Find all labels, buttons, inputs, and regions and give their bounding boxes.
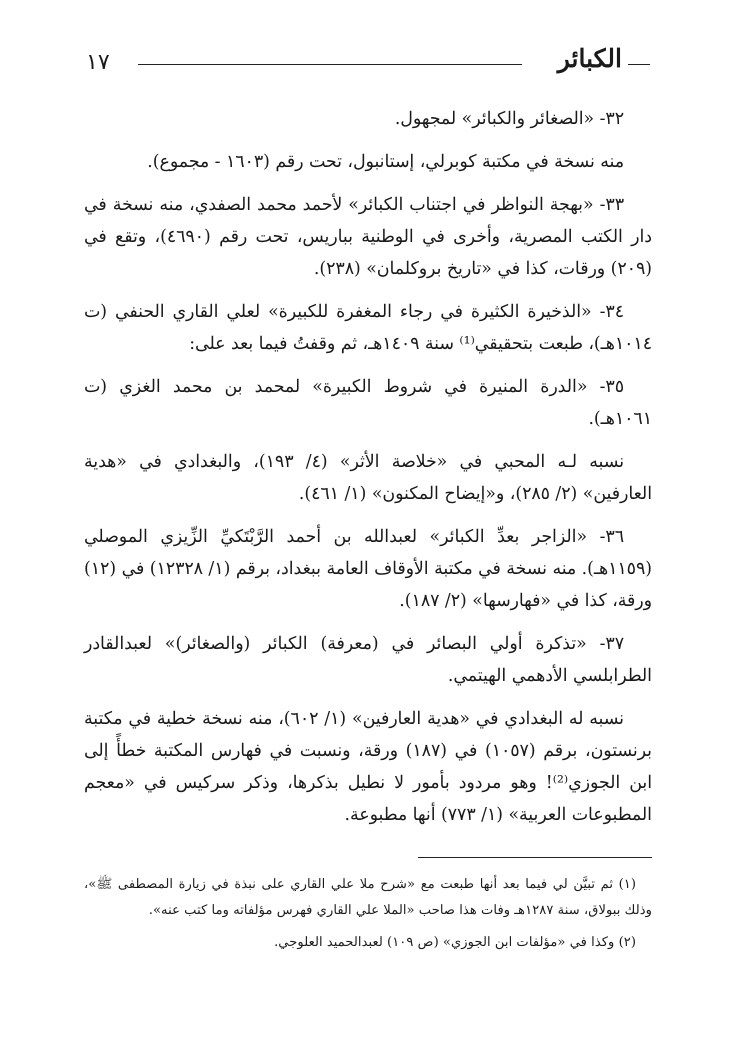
paragraph-32-note: منه نسخة في مكتبة كوبرلي، إستانبول، تحت رقم (١٦٠٣ - مجموع).: [147, 152, 624, 172]
paragraph-34: ٣٤- «الذخيرة الكثيرة في رجاء المغفرة للكبيرة» لعلي القاري الحنفي (ت ١٠١٤هـ)، طبعت بتحقيقي⁽¹⁾ سنة ١٤٠٩هـ، ثم وقفتُ فيما بعد على:: [84, 302, 652, 354]
header-rule: [138, 64, 522, 65]
paragraph-35-note: نسبه لـه المحبي في «خلاصة الأثر» (٤/ ١٩٣)، والبغدادي في «هدية العارفين» (٢/ ٢٨٥)، و«إيضاح المكنون» (١/ ٤٦١).: [84, 452, 652, 504]
footnote-1: (١) ثم تبيَّن لي فيما بعد أنها طبعت مع «شرح ملا علي القاري على نبذة في زيارة المصطفى ﷺ»، وذلك ببولاق، سنة ١٢٨٧هـ وفات هذا صاحب «الملا علي القاري فهرس مؤلفاته وما كتب عنه».: [84, 877, 652, 918]
header-rule-short: [628, 64, 650, 65]
paragraph-37-note: نسبه له البغدادي في «هدية العارفين» (١/ ٦٠٢)، منه نسخة خطية في مكتبة برنستون، برقم (١٠٥٧) في (١٨٧) ورقة، ونسبت في فهارس المكتبة خطأً إلى ابن الجوزي⁽²⁾! وهو مردود بأمور لا نطيل بذكرها، وذكر سركيس في «معجم المطبوعات العربية» (١/ ٧٧٣) أنها مطبوعة.: [84, 709, 652, 825]
body-text: [84, 103, 652, 842]
footnote-rule: [418, 857, 652, 858]
footnotes: [84, 872, 652, 962]
paragraph-33: ٣٣- «بهجة النواظر في اجتناب الكبائر» لأحمد محمد الصفدي، منه نسخة في دار الكتب المصرية، وأخرى في الوطنية بباريس، تحت رقم (٤٦٩٠)، وتقع في (٢٠٩) ورقات، كذا في «تاريخ بروكلمان» (٢٣٨).: [84, 195, 652, 279]
paragraph-32: ٣٢- «الصغائر والكبائر» لمجهول.: [394, 109, 624, 129]
footnote-2: (٢) وكذا في «مؤلفات ابن الجوزي» (ص ١٠٩) لعبدالحميد العلوجي.: [274, 935, 636, 950]
book-title: الكبائر: [557, 44, 622, 73]
paragraph-36: ٣٦- «الزاجر بعدِّ الكبائر» لعبدالله بن أحمد الرَّبْتَكيِّ الزِّيزي الموصلي (١١٥٩هـ). منه نسخة في مكتبة الأوقاف العامة ببغداد، برقم (١/ ١٢٣٢٨) في (١٢) ورقة، كذا في «فهارسها» (٢/ ١٨٧).: [84, 527, 652, 611]
page-header: [86, 44, 650, 84]
paragraph-35: ٣٥- «الدرة المنيرة في شروط الكبيرة» لمحمد بن محمد الغزي (ت ١٠٦١هـ).: [84, 377, 652, 429]
paragraph-37: ٣٧- «تذكرة أولي البصائر في (معرفة) الكبائر (والصغائر)» لعبدالقادر الطرابلسي الأدهمي الهيتمي.: [84, 634, 652, 686]
page-number: ١٧: [86, 50, 110, 75]
